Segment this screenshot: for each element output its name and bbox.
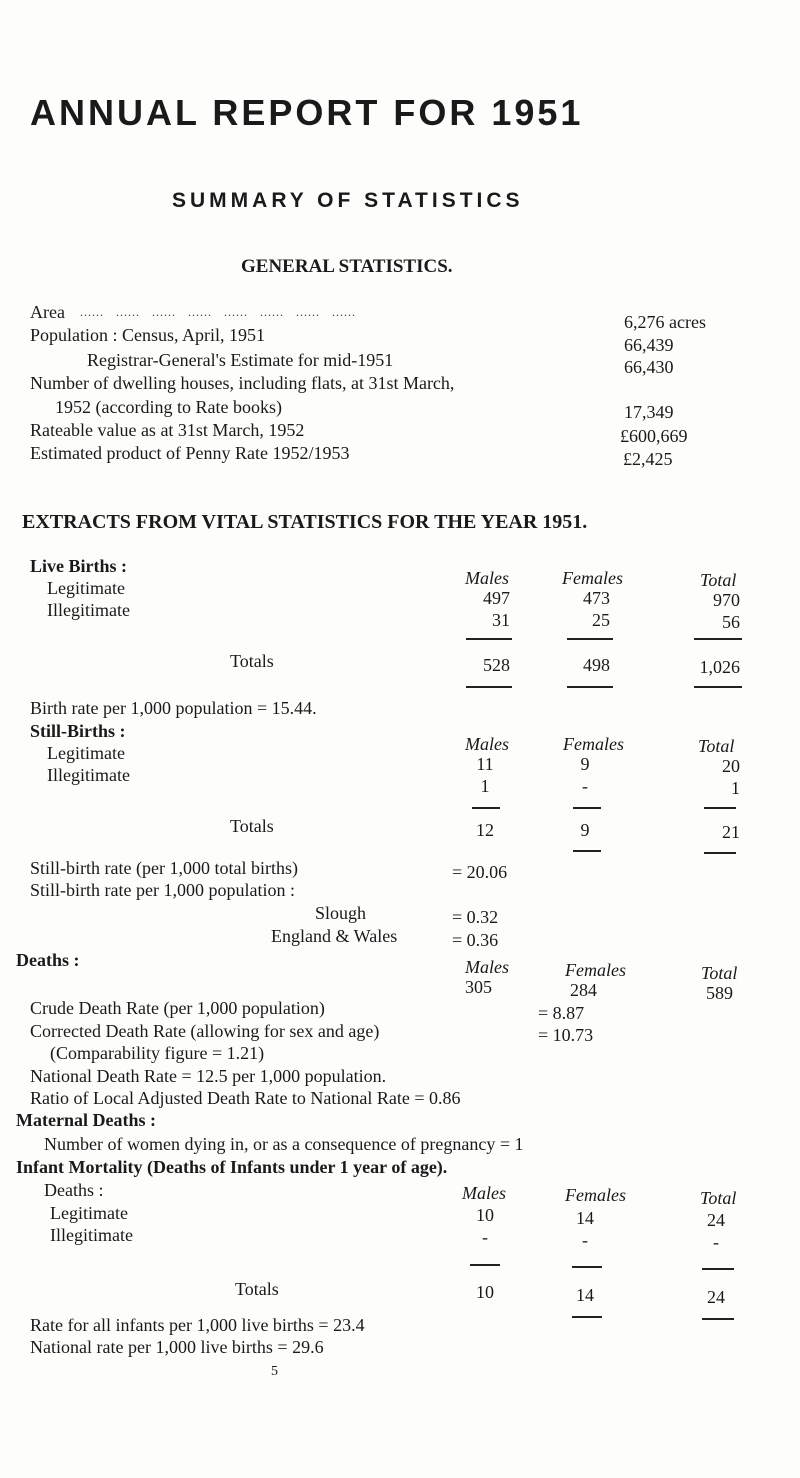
live-col-males: Males (465, 568, 509, 588)
still-totals-total: 21 (722, 822, 740, 842)
divider (573, 850, 601, 852)
still-rate-total-value: = 20.06 (452, 862, 508, 882)
divider (694, 638, 742, 640)
maternal-heading: Maternal Deaths : (16, 1110, 156, 1130)
still-col-males: Males (465, 734, 509, 754)
infant-deaths-label: Deaths : (44, 1180, 104, 1200)
infant-col-males: Males (462, 1183, 506, 1203)
infant-illegit-total: - (713, 1232, 719, 1252)
crude-death-label: Crude Death Rate (per 1,000 population) (30, 998, 325, 1018)
comparability: (Comparability figure = 1.21) (50, 1043, 265, 1063)
estimate-value: 66,430 (624, 357, 674, 377)
rateable-label: Rateable value as at 31st March, 1952 (30, 420, 305, 440)
live-col-total: Total (700, 570, 737, 590)
infant-heading: Infant Mortality (Deaths of Infants under 1 year of age). (16, 1157, 448, 1177)
vital-heading: EXTRACTS FROM VITAL STATISTICS FOR THE YEAR 1951. (22, 511, 588, 533)
dwellings-label: Number of dwelling houses, including flats, at 31st March, (30, 373, 455, 393)
estimate-label: Registrar-General's Estimate for mid-1951 (87, 350, 394, 370)
birth-rate: Birth rate per 1,000 population = 15.44. (30, 698, 317, 718)
still-col-females: Females (563, 734, 624, 754)
divider (572, 1316, 602, 1318)
infant-totals-females: 14 (576, 1285, 594, 1305)
infant-totals-males: 10 (476, 1282, 494, 1302)
deaths-col-males: Males (465, 957, 509, 977)
still-rate-total-label: Still-birth rate (per 1,000 total births) (30, 858, 298, 878)
dwellings-label-cont: 1952 (according to Rate books) (55, 397, 282, 417)
general-heading: GENERAL STATISTICS. (241, 256, 453, 277)
infant-rate-national: National rate per 1,000 live births = 29.6 (30, 1337, 324, 1357)
ratio-death-rate: Ratio of Local Adjusted Death Rate to National Rate = 0.86 (30, 1088, 461, 1108)
deaths-col-females: Females (565, 960, 626, 980)
still-rate-pop-label: Still-birth rate per 1,000 population : (30, 880, 295, 900)
live-totals-females: 498 (583, 655, 610, 675)
infant-legit-label: Legitimate (50, 1203, 128, 1223)
divider (567, 686, 613, 688)
corrected-death-label: Corrected Death Rate (allowing for sex and age) (30, 1021, 380, 1041)
infant-illegit-males: - (482, 1227, 488, 1247)
corrected-death-value: = 10.73 (538, 1025, 594, 1045)
population-value: 66,439 (624, 335, 674, 355)
still-illegit-males: 1 (480, 776, 490, 796)
still-illegit-label: Illegitimate (47, 765, 130, 785)
page-number: 5 (271, 1364, 278, 1379)
leader-dots: ...... ...... ...... ...... ...... ...... ...... ...... (80, 305, 356, 319)
infant-illegit-females: - (582, 1230, 588, 1250)
rateable-value: £600,669 (620, 426, 688, 446)
live-totals-total: 1,026 (699, 657, 740, 677)
divider (470, 1264, 500, 1266)
live-illegit-females: 25 (592, 610, 610, 630)
live-illegit-total: 56 (722, 612, 740, 632)
still-legit-label: Legitimate (47, 743, 125, 763)
still-legit-total: 20 (722, 756, 740, 776)
divider (567, 638, 613, 640)
area-label: Area (30, 302, 65, 322)
penny-rate-value: £2,425 (623, 449, 673, 469)
infant-totals-label: Totals (235, 1279, 279, 1299)
live-totals-label: Totals (230, 651, 274, 671)
still-illegit-total: 1 (731, 778, 740, 798)
report-subtitle: SUMMARY OF STATISTICS (172, 189, 524, 212)
still-legit-females: 9 (580, 754, 590, 774)
infant-rate-all: Rate for all infants per 1,000 live births = 23.4 (30, 1315, 365, 1335)
dwellings-value: 17,349 (624, 402, 674, 422)
still-illegit-females: - (582, 776, 588, 796)
live-col-females: Females (562, 568, 623, 588)
divider (702, 1318, 734, 1320)
still-ew-value: = 0.36 (452, 930, 499, 950)
penny-rate-label: Estimated product of Penny Rate 1952/1953 (30, 443, 350, 463)
live-legit-females: 473 (583, 588, 610, 608)
divider (466, 686, 512, 688)
still-totals-females: 9 (580, 820, 590, 840)
deaths-females: 284 (570, 980, 597, 1000)
report-title: ANNUAL REPORT FOR 1951 (30, 92, 584, 133)
still-ew-label: England & Wales (271, 926, 398, 946)
still-births-heading: Still-Births : (30, 721, 126, 741)
divider (694, 686, 742, 688)
live-totals-males: 528 (483, 655, 510, 675)
deaths-col-total: Total (701, 963, 738, 983)
infant-illegit-label: Illegitimate (50, 1225, 133, 1245)
divider (466, 638, 512, 640)
infant-legit-males: 10 (476, 1205, 494, 1225)
crude-death-value: = 8.87 (538, 1003, 585, 1023)
still-col-total: Total (698, 736, 735, 756)
population-label: Population : Census, April, 1951 (30, 325, 266, 345)
live-legit-label: Legitimate (47, 578, 125, 598)
national-death-rate: National Death Rate = 12.5 per 1,000 population. (30, 1066, 387, 1086)
divider (472, 807, 500, 809)
infant-col-total: Total (700, 1188, 737, 1208)
deaths-total: 589 (706, 983, 733, 1003)
still-slough-value: = 0.32 (452, 907, 499, 927)
still-slough-label: Slough (315, 903, 367, 923)
live-illegit-label: Illegitimate (47, 600, 130, 620)
divider (572, 1266, 602, 1268)
still-totals-males: 12 (476, 820, 494, 840)
deaths-males: 305 (465, 977, 492, 997)
infant-col-females: Females (565, 1185, 626, 1205)
deaths-heading: Deaths : (16, 950, 80, 970)
infant-totals-total: 24 (707, 1287, 725, 1307)
still-legit-males: 11 (476, 754, 494, 774)
infant-legit-females: 14 (576, 1208, 594, 1228)
divider (573, 807, 601, 809)
live-illegit-males: 31 (492, 610, 510, 630)
divider (702, 1268, 734, 1270)
still-totals-label: Totals (230, 816, 274, 836)
live-births-heading: Live Births : (30, 556, 127, 576)
live-legit-males: 497 (483, 588, 510, 608)
divider (704, 852, 736, 854)
infant-legit-total: 24 (707, 1210, 725, 1230)
area-value: 6,276 acres (624, 312, 706, 332)
divider (704, 807, 736, 809)
live-legit-total: 970 (713, 590, 740, 610)
maternal-text: Number of women dying in, or as a consequence of pregnancy = 1 (44, 1134, 524, 1154)
